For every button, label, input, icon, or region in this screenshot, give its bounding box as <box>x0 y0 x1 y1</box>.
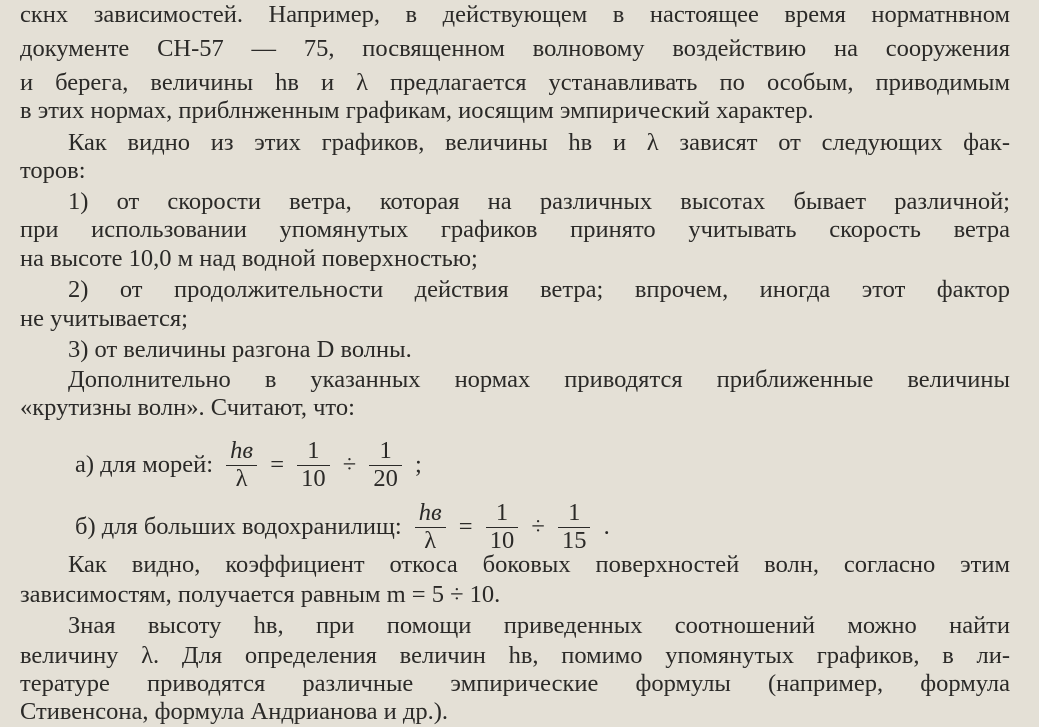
text-line: Зная высоту hв, при помощи приведенных соотношений можно найти <box>68 612 1010 639</box>
fraction-numerator: hв <box>415 500 446 528</box>
equals-sign: = <box>270 451 285 479</box>
formula-seas <box>72 438 425 493</box>
text-line: торов: <box>20 157 86 184</box>
text-line: на высоте 10,0 м над водной поверхностью; <box>20 245 478 272</box>
punctuation: ; <box>414 451 422 479</box>
fraction-denominator: 15 <box>561 526 587 554</box>
fraction-numerator: 1 <box>297 438 330 466</box>
fraction-denominator: λ <box>424 526 437 554</box>
formula-label: а) для морей: <box>75 451 214 479</box>
equals-sign: = <box>458 513 473 541</box>
text-line: 3) от величины разгона D волны. <box>68 336 412 363</box>
fraction-1 <box>486 500 519 555</box>
text-line: скнх зависимостей. Например, в действующем в настоящее время норматнвном <box>20 1 1010 28</box>
fraction-1 <box>297 438 330 493</box>
fraction-numerator: 1 <box>369 438 402 466</box>
formula-reservoirs <box>72 500 613 555</box>
fraction-lhs <box>226 438 257 493</box>
range-sign: ÷ <box>531 513 545 541</box>
formula-label: б) для больших водохранилищ: <box>75 513 402 541</box>
fraction-numerator: 1 <box>486 500 519 528</box>
punctuation: . <box>603 513 610 541</box>
fraction-lhs <box>415 500 446 555</box>
text-line: зависимостям, получается равным m = 5 ÷ 10. <box>20 581 501 608</box>
text-line: тературе приводятся различные эмпирические формулы (например, формула <box>20 670 1010 697</box>
range-sign: ÷ <box>342 451 357 479</box>
text-line: при использовании упомянутых графиков принято учитывать скорость ветра <box>20 216 1010 243</box>
fraction-numerator: 1 <box>558 500 591 528</box>
text-line: Как видно из этих графиков, величины hв и λ зависят от следующих фак- <box>68 129 1010 156</box>
fraction-2 <box>369 438 402 493</box>
text-line: Как видно, коэффициент откоса боковых поверхностей волн, согласно этим <box>68 551 1010 578</box>
fraction-denominator: 20 <box>373 464 398 492</box>
text-line: величину λ. Для определения величин hв, помимо упомянутых графиков, в ли- <box>20 642 1010 669</box>
fraction-denominator: λ <box>235 464 248 492</box>
text-line: и берега, величины hв и λ предлагается устанавливать по особым, приводимым <box>20 69 1010 96</box>
text-line: 1) от скорости ветра, которая на различных высотах бывает различной; <box>68 188 1010 215</box>
text-line: 2) от продолжительности действия ветра; впрочем, иногда этот фактор <box>68 276 1010 303</box>
text-line: в этих нормах, приблнженным графикам, иосящим эмпирический характер. <box>20 97 814 124</box>
text-line: Стивенсона, формула Андрианова и др.). <box>20 698 448 725</box>
fraction-2 <box>558 500 591 555</box>
text-line: не учитывается; <box>20 305 188 332</box>
fraction-numerator: hв <box>226 438 257 466</box>
text-line: «крутизны волн». Считают, что: <box>20 394 355 421</box>
fraction-denominator: 10 <box>301 464 326 492</box>
text-line: Дополнительно в указанных нормах приводятся приближенные величины <box>68 366 1010 393</box>
fraction-denominator: 10 <box>489 526 515 554</box>
text-line: документе СН-57 — 75, посвященном волновому воздействию на сооружения <box>20 35 1010 62</box>
